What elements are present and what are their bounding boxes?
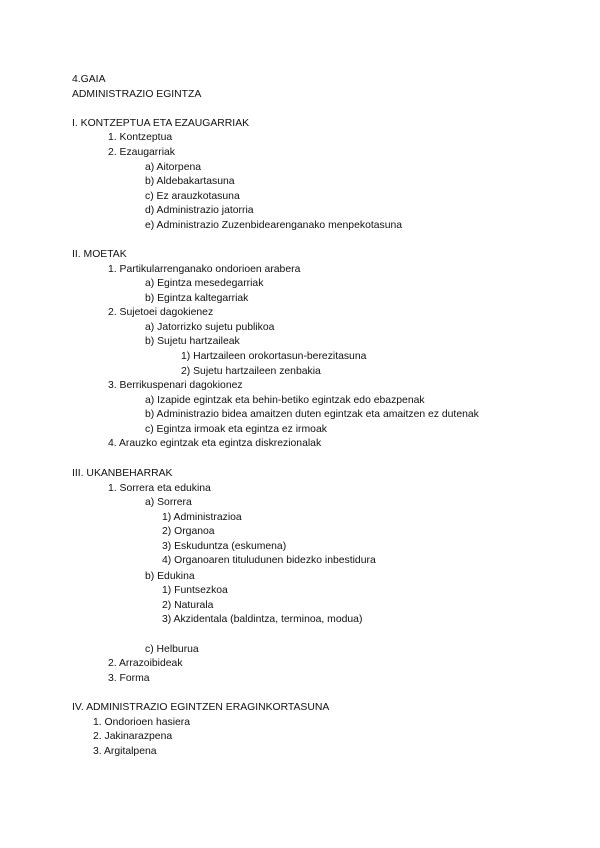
list-item: e) Administrazio Zuzenbidearenganako menpekotasuna — [145, 220, 403, 231]
list-item: 1) Funtsezkoa — [162, 585, 228, 596]
list-item: 3. Argitalpena — [93, 746, 157, 757]
list-item: 2. Jakinarazpena — [93, 731, 173, 742]
list-item: b) Egintza kaltegarriak — [145, 293, 249, 304]
list-item: 2) Organoa — [162, 526, 215, 537]
list-item: b) Aldebakartasuna — [145, 176, 235, 187]
list-item: 1) Hartzaileen orokortasun-berezitasuna — [181, 351, 367, 362]
list-item: 1) Administrazioa — [162, 512, 242, 523]
list-item: 3. Berrikuspenari dagokionez — [108, 380, 243, 391]
section-3-heading: III. UKANBEHARRAK — [72, 468, 173, 479]
section-1-heading: I. KONTZEPTUA ETA EZAUGARRIAK — [72, 118, 250, 129]
list-item: d) Administrazio jatorria — [145, 205, 254, 216]
list-item: 3) Eskuduntza (eskumena) — [162, 541, 287, 552]
list-item: 3. Forma — [108, 673, 150, 684]
list-item: 2. Sujetoei dagokienez — [108, 307, 214, 318]
list-item: 1. Kontzeptua — [108, 132, 173, 143]
list-item: c) Egintza irmoak eta egintza ez irmoak — [145, 424, 327, 435]
page-title: ADMINISTRAZIO EGINTZA — [72, 89, 202, 100]
section-4-heading: IV. ADMINISTRAZIO EGINTZEN ERAGINKORTASUNA — [72, 702, 330, 713]
list-item: a) Izapide egintzak eta behin-betiko egintzak edo ebazpenak — [145, 395, 425, 406]
list-item: a) Jatorrizko sujetu publikoa — [145, 322, 275, 333]
list-item: a) Egintza mesedegarriak — [145, 278, 264, 289]
list-item: 2. Ezaugarriak — [108, 147, 175, 158]
list-item: 1. Partikularrenganako ondorioen arabera — [108, 264, 301, 275]
list-item: 2) Naturala — [162, 600, 214, 611]
list-item: b) Edukina — [145, 571, 195, 582]
list-item: b) Sujetu hartzaileak — [145, 336, 240, 347]
list-item: 4) Organoaren tituludunen bidezko inbestidura — [162, 555, 376, 566]
list-item: b) Administrazio bidea amaitzen duten egintzak eta amaitzen ez dutenak — [145, 409, 479, 420]
list-item: a) Aitorpena — [145, 162, 202, 173]
list-item: c) Helburua — [145, 644, 199, 655]
list-item: c) Ez arauzkotasuna — [145, 191, 240, 202]
list-item: 3) Akzidentala (baldintza, terminoa, modua) — [162, 614, 363, 625]
list-item: a) Sorrera — [145, 497, 192, 508]
chapter-number: 4.GAIA — [72, 74, 106, 85]
list-item: 4. Arauzko egintzak eta egintza diskrezionalak — [108, 438, 322, 449]
list-item: 2. Arrazoibideak — [108, 658, 183, 669]
section-2-heading: II. MOETAK — [72, 249, 127, 260]
list-item: 2) Sujetu hartzaileen zenbakia — [181, 366, 321, 377]
list-item: 1. Ondorioen hasiera — [93, 717, 191, 728]
list-item: 1. Sorrera eta edukina — [108, 483, 211, 494]
